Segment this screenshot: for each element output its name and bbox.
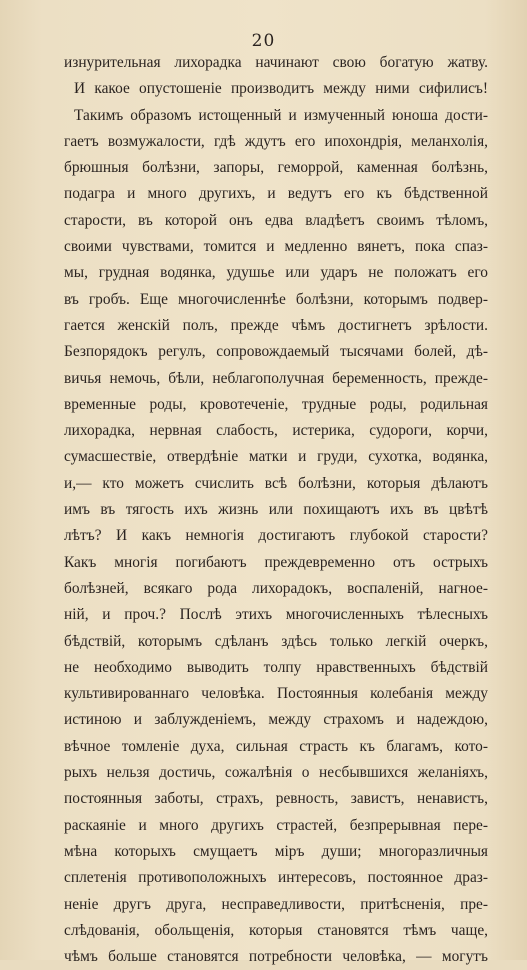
text-line: имъ въ тягость ихъ жизнь или похищаютъ ихъ въ цвѣтѣ [64,501,488,519]
text-line: гаетъ возмужалости, гдѣ ждутъ его ипохондрiя, меланхолiя, [64,132,488,150]
text-line: и,— кто можетъ счислить всѣ болѣзни, которыя дѣлаютъ [64,474,488,492]
text-line: брюшныя болѣзни, запоры, геморрой, каменная болѣзнь, [64,159,488,177]
text-line: своими чувствами, томится и медленно вянетъ, пока спаз- [64,238,488,256]
text-line: бѣдствiй, которымъ сдѣланъ здѣсь только легкiй очеркъ, [64,632,488,650]
text-line: слѣдованiя, обольщенiя, которыя становятся тѣмъ чаще, [64,921,488,939]
text-line: Какъ многiя погибаютъ преждевременно отъ острыхъ [64,553,488,571]
text-line: нiй, и проч.? Послѣ этихъ многочисленныхъ тѣлесныхъ [64,606,488,624]
text-line: раскаянiе и много другихъ страстей, безпрерывная пере- [64,816,488,834]
text-line: изнурительная лихорадка начинают свою богатую жатву. [64,54,488,71]
text-line: ненiе другъ друга, несправедливости, притѣсненiя, пре- [64,895,488,913]
text-line: лихорадка, нервная слабость, истерика, судороги, корчи, [64,422,488,440]
text-line: Безпорядокъ регулъ, сопровождаемый тысячами болей, дѣ- [64,343,488,361]
text-line: постоянныя заботы, страхъ, ревность, завистъ, ненавистъ, [64,790,488,808]
text-line: подагра и много другихъ, и ведутъ его къ бѣдственной [64,185,488,203]
text-line: вѣчное томленiе духа, сильная страсть къ благамъ, кото- [64,737,488,755]
text-line: Такимъ образомъ истощенный и измученный юноша дости- [74,106,488,124]
text-line: вичья немочь, бѣли, неблагополучная беременность, преждe- [64,369,488,387]
text-line: болѣзней, всякаго рода лихорадокъ, воспаленiй, нагное- [64,579,488,597]
text-line: культивированнаго человѣка. Постоянныя колебанiя между [64,685,488,703]
text-line: старости, въ которой онъ едва владѣетъ своимъ тѣломъ, [64,211,488,229]
text-line: лѣтъ? И какъ немногiя достигаютъ глубокой старости? [64,527,488,545]
text-line: не необходимо выводить толпу нравственныхъ бѣдствiй [64,658,488,676]
text-line: мы, грудная водянка, удушье или ударъ не положатъ его [64,264,488,282]
text-line: временные роды, кровотеченiе, трудные роды, родильная [64,395,488,413]
text-line: мѣна которыхъ смущаетъ мiръ души; многоразличныя [64,842,488,860]
text-line: сумасшествiе, отвердѣнiе матки и груди, сухотка, водянка, [64,448,488,466]
body-text [64,50,488,970]
text-line: И какое опустошенiе производитъ между ними сифилисъ! [74,80,488,98]
text-line: гается женскiй полъ, прежде чѣмъ достигнетъ зрѣлости. [64,316,488,334]
text-line: сплетенiя противоположныхъ интересовъ, постоянное драз- [64,869,488,887]
page-number: 20 [251,31,276,51]
text-line: рыхъ нельзя достичь, сожалѣнiя о несбывшихся желанiяхъ, [64,764,488,782]
text-line: истиною и заблужденiемъ, между страхомъ и надеждою, [64,711,488,729]
text-line: чѣмъ больше становятся потребности человѣка, — могутъ [64,948,488,966]
text-line: въ гробъ. Еще многочисленнѣе болѣзни, которымъ подвер- [64,290,488,308]
